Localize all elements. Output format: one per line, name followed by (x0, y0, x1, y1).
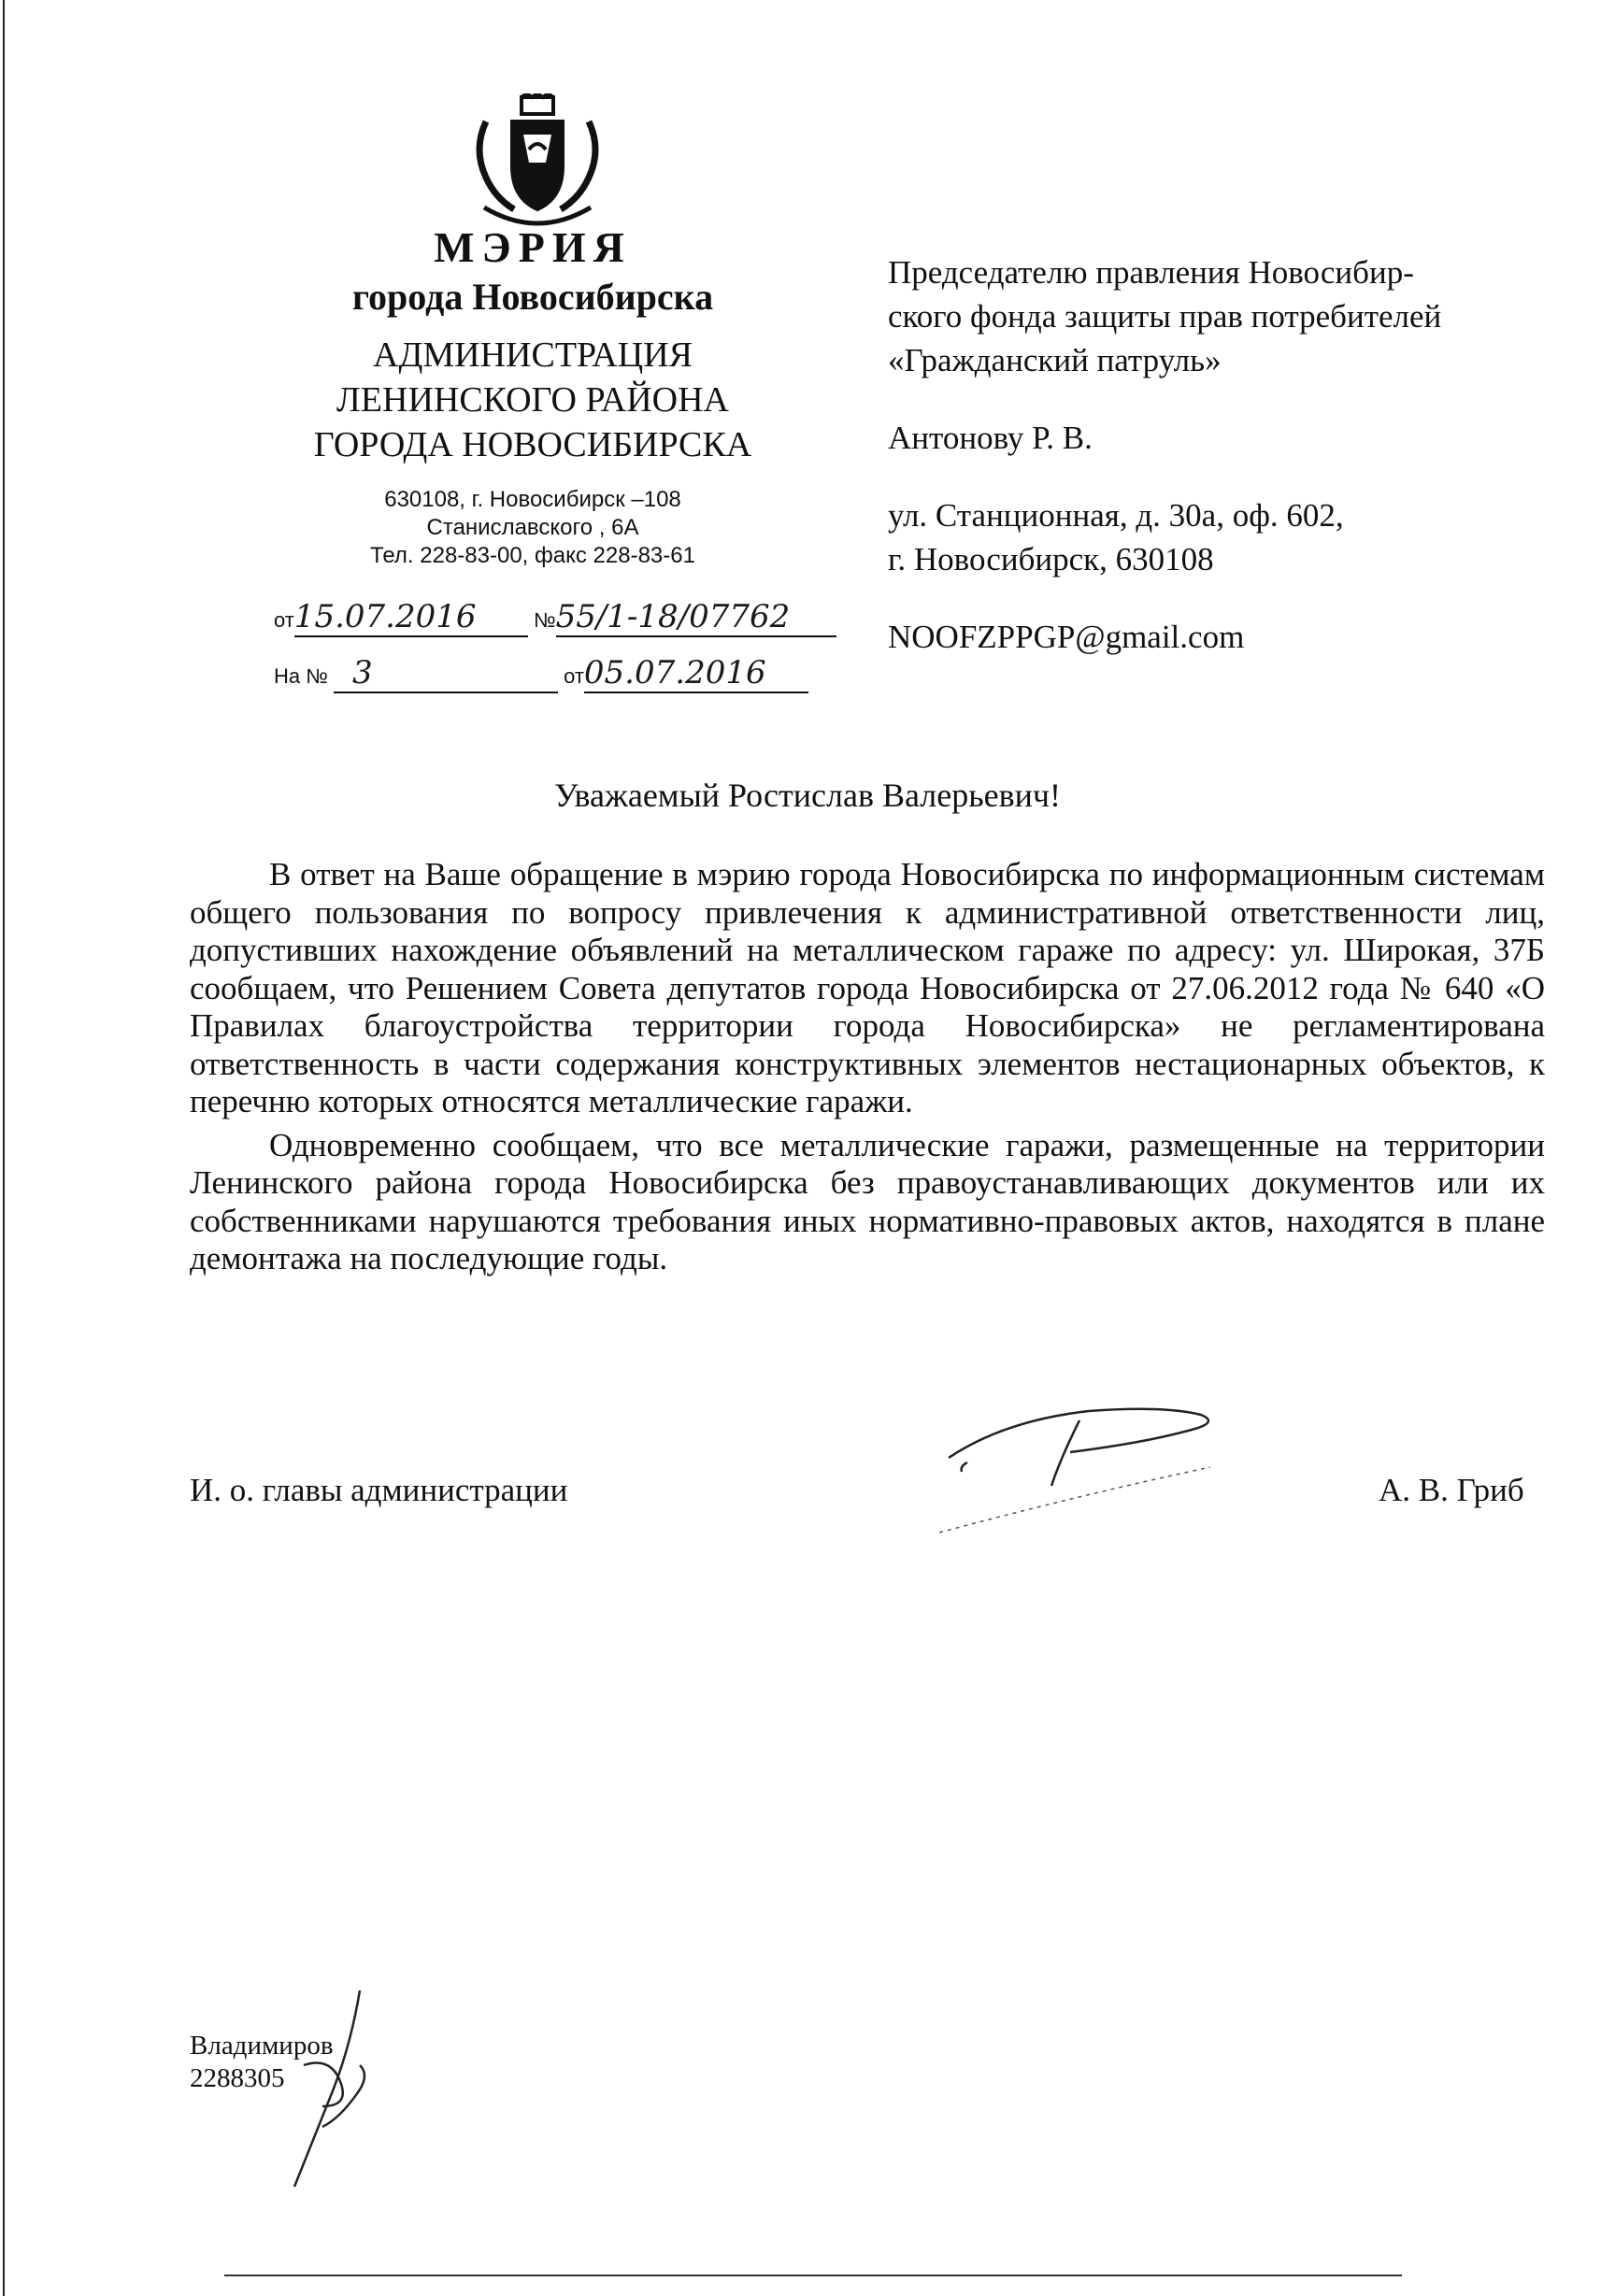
scan-edge-left (3, 0, 5, 2296)
mayoralty-title: МЭРИЯ (434, 223, 632, 271)
signer-position: И. о. главы администрации (190, 1472, 568, 1508)
reply-date: 05.07.2016 (584, 654, 808, 693)
address-line: Станиславского , 6А (426, 515, 639, 540)
administration-name (271, 333, 794, 467)
reply-registration (274, 654, 808, 693)
admin-line: ЛЕНИНСКОГО РАЙОНА (336, 380, 729, 420)
recipient-line: ского фонда защиты прав потребителей (888, 298, 1442, 335)
number-label: № (533, 608, 556, 632)
recipient-name: Антонову Р. В. (888, 420, 1093, 456)
signature-icon (930, 1392, 1248, 1551)
city-title: города Новосибирска (351, 276, 714, 318)
body-paragraph: Одновременно сообщаем, что все металлические гаражи, размещенные на территории Ленинского района города Новосибирска без правоустанавливающих документов или их собственниками нарушаются требования иных нормативно-правовых актов, находятся в плане демонтажа на последующие годы. (190, 1126, 1545, 1276)
recipient-line: Председателю правления Новосибир- (888, 254, 1414, 291)
recipient-email: NOOFZPPGP@gmail.com (888, 619, 1245, 655)
reply-number: 3 (334, 654, 558, 693)
recipient-line: «Гражданский патруль» (888, 342, 1222, 378)
outgoing-number: 55/1-18/07762 (556, 598, 836, 637)
recipient-address-line: г. Новосибирск, 630108 (888, 541, 1214, 578)
letter-body (190, 856, 1545, 1284)
reply-from-label: от (564, 664, 584, 688)
recipient-address-line: ул. Станционная, д. 30а, оф. 602, (888, 497, 1344, 534)
executor-name: Владимиров (190, 2031, 334, 2061)
outgoing-date: 15.07.2016 (294, 598, 528, 637)
initials-icon (248, 1981, 407, 2196)
body-paragraph: В ответ на Ваше обращение в мэрию города Новосибирска по информационным системам общего пользования по вопросу привлечения к административной ответственности лиц, допустивших нахождение объявлений на металлическом гараже по адресу: ул. Широкая, 37Б сообщаем, что Решением Совета депутатов города Новосибирска от 27.06.2012 года № 640 «О Правилах благоустройства территории города Новосибирска» не регламентирована ответственность в части содержания конструктивных элементов нестационарных объектов, к перечню которых относятся металлические гаражи. (190, 856, 1545, 1119)
coat-of-arms-icon (467, 93, 607, 234)
outgoing-registration (274, 598, 836, 637)
greeting: Уважаемый Ростислав Валерьевич! (554, 777, 1061, 814)
signer-name: А. В. Гриб (1379, 1472, 1524, 1508)
executor-phone: 2288305 (190, 2063, 285, 2093)
recipient-block (888, 250, 1561, 659)
from-label: от (274, 608, 294, 632)
letterhead-address (271, 486, 794, 570)
admin-line: ГОРОДА НОВОСИБИРСКА (313, 425, 752, 464)
reply-label: На № (274, 664, 328, 688)
admin-line: АДМИНИСТРАЦИЯ (373, 335, 693, 375)
scan-edge-bottom (224, 2275, 1402, 2276)
address-line: 630108, г. Новосибирск –108 (384, 487, 681, 512)
address-line: Тел. 228-83-00, факс 228-83-61 (370, 543, 695, 568)
